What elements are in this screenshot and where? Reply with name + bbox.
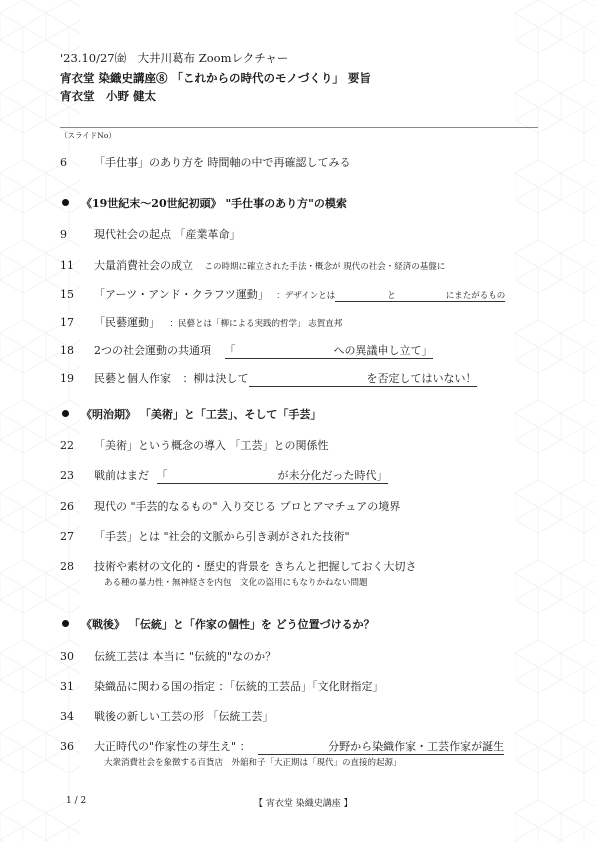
list-item: 30 伝統工芸は 本当に "伝統的"なのか？ [60, 650, 277, 663]
list-item: 19 民藝と個人作家 ：柳は決して を否定してはいない！ [60, 372, 477, 385]
lecture-title: 宵衣堂 染織史講座⑧ 「これからの時代のモノづくり」 要旨 [60, 71, 371, 85]
lecturer-name: 宵衣堂 小野 健太 [60, 89, 157, 103]
list-item: 9 現代社会の起点 「産業革命」 [60, 228, 241, 241]
list-item: 11 大量消費社会の成立 この時期に確立された手法・概念が 現代の社会・経済の基盤に [60, 259, 446, 272]
section-heading: 《明治期》 「美術」と「工芸」、そして「手芸」 [62, 406, 321, 422]
list-item: 27 「手芸」とは "社会的文脈から引き剥がされた技術" [60, 530, 350, 543]
fill-in-blank: 分野から染織作家・工芸作家が誕生 [258, 738, 504, 755]
slide-number-label: （スライドNo） [60, 131, 116, 140]
page-number: 1 / 2 [66, 796, 87, 806]
bullet-icon [62, 620, 69, 627]
header-divider [60, 127, 538, 128]
lecture-date-line: '23.10/27㈮ 大井川葛布 Zoomレクチャー [60, 51, 289, 65]
list-item [60, 154, 351, 170]
fill-in-blank: と にまたがるもの [335, 289, 505, 302]
section-heading: 《戦後》 「伝統」と「作家の個性」を どう位置づけるか？ [62, 616, 375, 632]
section-heading: 《19世紀末〜20世紀初頭》 "手仕事のあり方"の模索 [62, 195, 347, 211]
item-subnote: 大衆消費社会を象徴する百貨店 外舘和子「大正期は「現代」の直接的起源」 [104, 758, 402, 768]
list-item: 31 染織品に関わる国の指定 ：「伝統的工芸品」「文化財指定」 [60, 680, 384, 693]
fill-in-blank: を否定してはいない！ [249, 370, 477, 387]
list-item: 17 「民藝運動」 ：民藝とは「柳による実践的哲学」 志賀直邦 [60, 316, 343, 329]
fill-in-blank: 「 への異議申し立て」 [224, 344, 433, 357]
item-text: 「手仕事」のあり方を 時間軸の中で再確認してみる [94, 156, 351, 169]
list-item: 36 大正時代の"作家性の芽生え" ： 分野から染織作家・工芸作家が誕生 [60, 740, 505, 753]
list-item: 18 2つの社会運動の共通項 「 への異議申し立て」 [60, 344, 433, 357]
list-item: 23 戦前はまだ 「 が未分化だった時代」 [60, 469, 388, 482]
footer-series-label: 【 宵衣堂 染織史講座 】 [254, 799, 353, 809]
list-item: 22 「美術」という概念の導入 「工芸」との関係性 [60, 439, 329, 452]
fill-in-blank: 「 が未分化だった時代」 [156, 469, 388, 482]
bullet-icon [62, 410, 69, 417]
list-item: 34 戦後の新しい工芸の形 「伝統工芸」 [60, 710, 274, 723]
bullet-icon [62, 199, 69, 206]
list-item: 26 現代の "手芸的なるもの" 入り交じる プロとアマチュアの境界 [60, 500, 401, 513]
slide-number: 6 [60, 156, 67, 169]
list-item: 15 「アーツ・アンド・クラフツ運動」 ：デザインとは と にまたがるもの [60, 288, 506, 301]
item-subnote: ある種の暴力性・無神経さを内包 文化の盗用にもなりかねない問題 [104, 578, 368, 588]
list-item: 28 技術や素材の文化的・歴史的背景を きちんと把握しておく大切さ [60, 560, 417, 573]
